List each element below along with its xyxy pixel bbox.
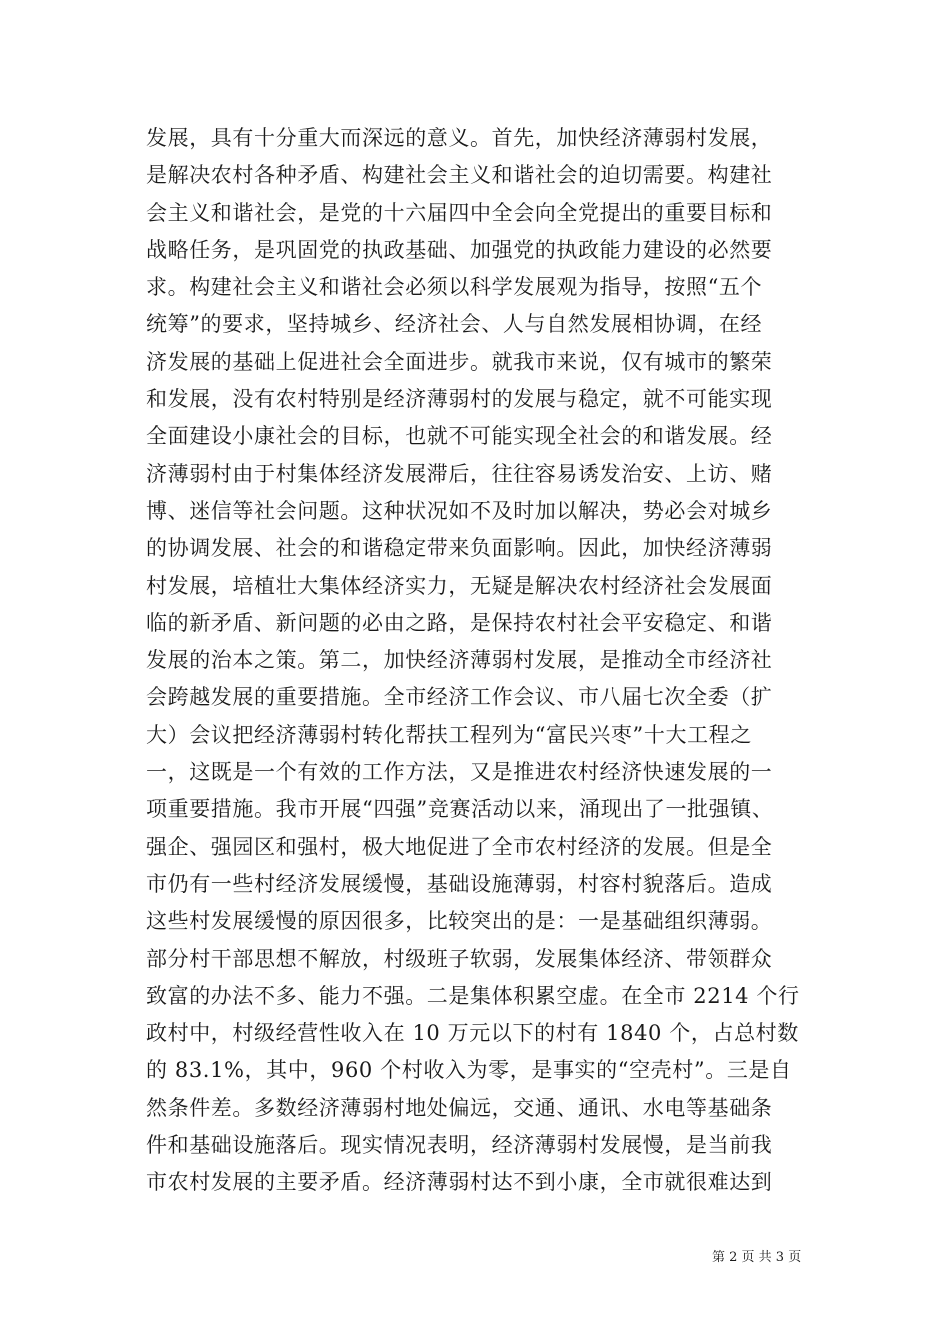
text-line: 致富的办法不多、能力不强。二是集体积累空虚。在全市 2214 个行 — [146, 983, 800, 1008]
text-line: 村发展，培植壮大集体经济实力，无疑是解决农村经济社会发展面 — [146, 573, 773, 598]
text-line: 一，这既是一个有效的工作方法，又是推进农村经济快速发展的一 — [146, 760, 773, 785]
text-line: 和发展，没有农村特别是经济薄弱村的发展与稳定，就不可能实现 — [146, 387, 773, 412]
text-line: 济薄弱村由于村集体经济发展滞后，往往容易诱发治安、上访、赌 — [146, 461, 773, 486]
text-line: 项重要措施。我市开展“四强”竞赛活动以来，涌现出了一批强镇、 — [146, 797, 774, 822]
text-line: 件和基础设施落后。现实情况表明，经济薄弱村发展慢，是当前我 — [146, 1133, 773, 1158]
page-number: 第 2 页 共 3 页 — [712, 1250, 802, 1265]
text-line: 济发展的基础上促进社会全面进步。就我市来说，仅有城市的繁荣 — [146, 349, 773, 374]
text-line: 这些村发展缓慢的原因很多，比较突出的是：一是基础组织薄弱。 — [146, 909, 773, 934]
text-line: 统筹”的要求，坚持城乡、经济社会、人与自然发展相协调，在经 — [146, 312, 763, 337]
text-line: 求。构建社会主义和谐社会必须以科学发展观为指导，按照“五个 — [146, 275, 763, 300]
text-line: 的协调发展、社会的和谐稳定带来负面影响。因此，加快经济薄弱 — [146, 536, 773, 561]
text-line: 市仍有一些村经济发展缓慢，基础设施薄弱，村容村貌落后。造成 — [146, 871, 773, 896]
text-line: 政村中，村级经营性收入在 10 万元以下的村有 1840 个，占总村数 — [146, 1021, 799, 1046]
text-line: 全面建设小康社会的目标，也就不可能实现全社会的和谐发展。经 — [146, 424, 773, 449]
text-line: 会主义和谐社会，是党的十六届四中全会向全党提出的重要目标和 — [146, 200, 773, 225]
text-line: 强企、强园区和强村，极大地促进了全市农村经济的发展。但是全 — [146, 834, 773, 859]
text-line: 临的新矛盾、新问题的必由之路，是保持农村社会平安稳定、和谐 — [146, 610, 773, 635]
text-line: 发展的治本之策。第二，加快经济薄弱村发展，是推动全市经济社 — [146, 648, 773, 673]
text-line: 的 83.1%，其中，960 个村收入为零，是事实的“空壳村”。三是自 — [146, 1058, 792, 1083]
text-line: 部分村干部思想不解放，村级班子软弱，发展集体经济、带领群众 — [146, 946, 773, 971]
text-line: 大）会议把经济薄弱村转化帮扶工程列为“富民兴枣”十大工程之 — [146, 722, 752, 747]
body-paragraph — [146, 120, 818, 1202]
text-line: 博、迷信等社会问题。这种状况如不及时加以解决，势必会对城乡 — [146, 498, 773, 523]
text-line: 然条件差。多数经济薄弱村地处偏远，交通、通讯、水电等基础条 — [146, 1095, 773, 1120]
text-line: 战略任务，是巩固党的执政基础、加强党的执政能力建设的必然要 — [146, 237, 773, 262]
text-line: 是解决农村各种矛盾、构建社会主义和谐社会的迫切需要。构建社 — [146, 163, 773, 188]
text-line: 市农村发展的主要矛盾。经济薄弱村达不到小康，全市就很难达到 — [146, 1170, 773, 1195]
text-line: 发展，具有十分重大而深远的意义。首先，加快经济薄弱村发展， — [146, 126, 773, 150]
text-line: 会跨越发展的重要措施。全市经济工作会议、市八届七次全委（扩 — [146, 685, 773, 710]
